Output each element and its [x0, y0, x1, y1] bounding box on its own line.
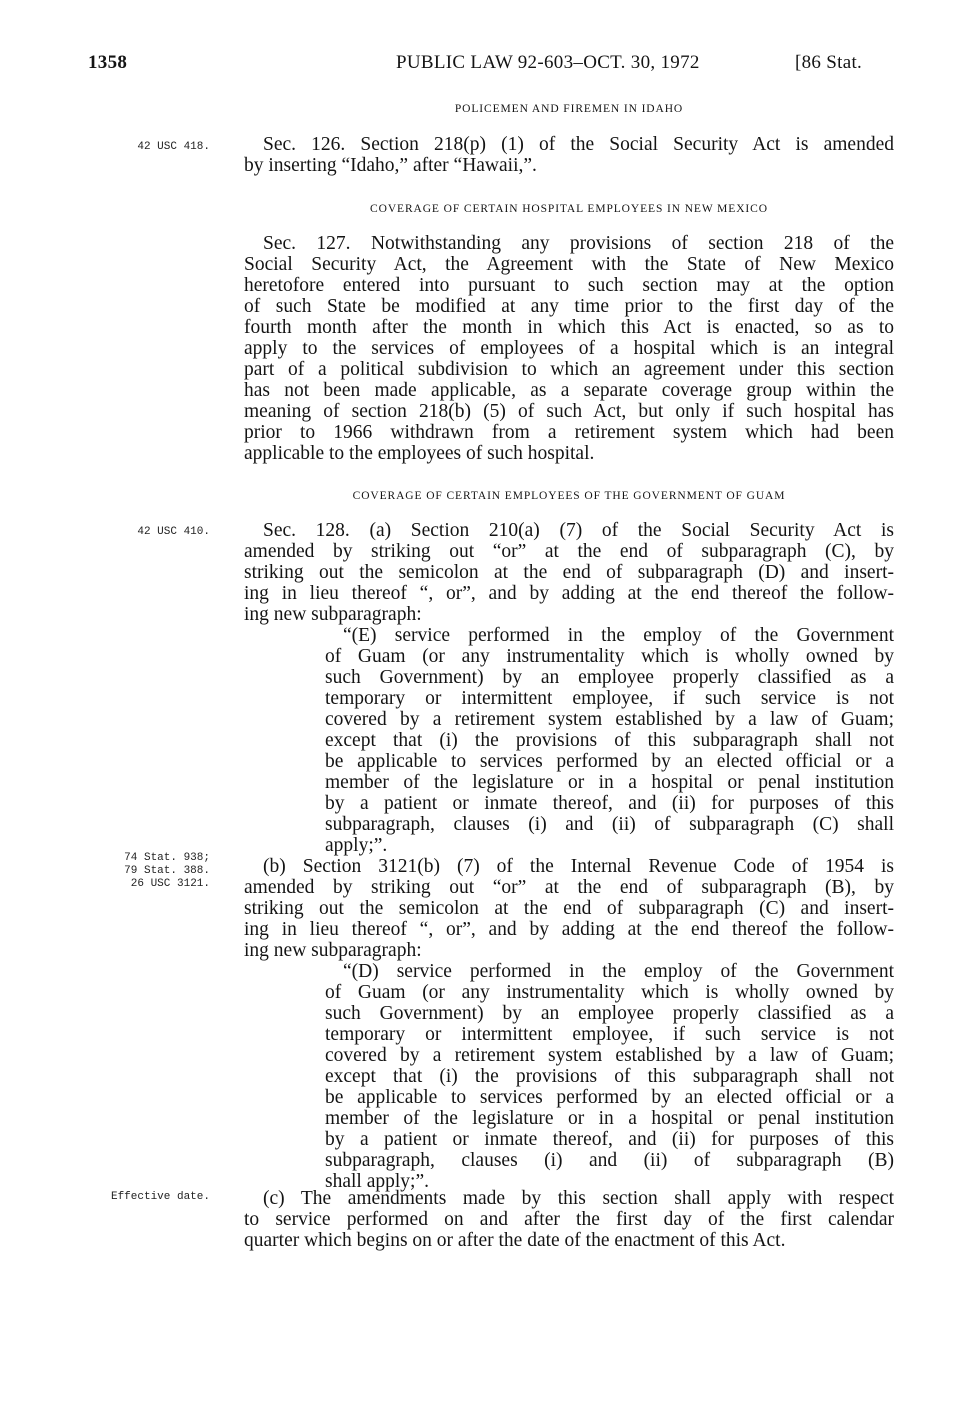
quoted-line: “(E) service performed in the employ of the Government [343, 625, 894, 646]
text-line: amended by striking out “or” at the end of subparagraph (B), by [244, 877, 894, 898]
text-line: Sec. 127. Notwithstanding any provisions of section 218 of the [263, 233, 894, 254]
text-line: heretofore entered into pursuant to such section may at the option [244, 275, 894, 296]
quoted-line: temporary or intermittent employee, if such service is not [325, 688, 894, 709]
quoted-line: covered by a retirement system established by a law of Guam; [325, 1045, 894, 1066]
text-line: striking out the semicolon at the end of subparagraph (D) and insert- [244, 562, 894, 583]
text-line: of such State be modified at any time prior to the first day of the [244, 296, 894, 317]
text-line: Social Security Act, the Agreement with the State of New Mexico [244, 254, 894, 275]
quoted-line: by a patient or inmate thereof, and (ii) for purposes of this [325, 793, 894, 814]
text-line: amended by striking out “or” at the end of subparagraph (C), by [244, 541, 894, 562]
section-heading-126: POLICEMEN AND FIREMEN IN IDAHO [454, 103, 684, 115]
quoted-line: such Government) by an employee properly classified as a [325, 667, 894, 688]
text-line: ing in lieu thereof “, or”, and by adding at the end thereof the follow- [244, 919, 894, 940]
quoted-line: member of the legislature or in a hospital or penal institution [325, 1108, 894, 1129]
text-line: ing new subparagraph: [244, 940, 422, 961]
text-line: to service performed on and after the first day of the first calendar [244, 1209, 894, 1230]
text-line: fourth month after the month in which this Act is enacted, so as to [244, 317, 894, 338]
running-title: PUBLIC LAW 92-603–OCT. 30, 1972 [396, 52, 700, 73]
text-line: has not been made applicable, as a separate coverage group within the [244, 380, 894, 401]
text-line: (b) Section 3121(b) (7) of the Internal Revenue Code of 1954 is [263, 856, 894, 877]
quoted-line: apply;”. [325, 835, 388, 856]
quoted-line: subparagraph, clauses (i) and (ii) of subparagraph (C) shall [325, 814, 894, 835]
quoted-line: of Guam (or any instrumentality which is wholly owned by [325, 646, 894, 667]
text-line: ing in lieu thereof “, or”, and by adding at the end thereof the follow- [244, 583, 894, 604]
quoted-line: such Government) by an employee properly classified as a [325, 1003, 894, 1024]
margin-note: 74 Stat. 938; [124, 852, 210, 864]
text-line: meaning of section 218(b) (5) of such Act, but only if such hospital has [244, 401, 894, 422]
quoted-line: shall apply;”. [325, 1171, 429, 1192]
quoted-line: “(D) service performed in the employ of the Government [343, 961, 894, 982]
quoted-line: by a patient or inmate thereof, and (ii) for purposes of this [325, 1129, 894, 1150]
text-line: quarter which begins on or after the date of the enactment of this Act. [244, 1230, 786, 1251]
quoted-line: covered by a retirement system established by a law of Guam; [325, 709, 894, 730]
quoted-line: be applicable to services performed by an elected official or a [325, 751, 894, 772]
quoted-line: member of the legislature or in a hospital or penal institution [325, 772, 894, 793]
text-line: prior to 1966 withdrawn from a retirement system which had been [244, 422, 894, 443]
margin-note: Effective date. [110, 1191, 210, 1203]
text-line: applicable to the employees of such hospital. [244, 443, 595, 464]
section-heading-127: COVERAGE OF CERTAIN HOSPITAL EMPLOYEES IN NEW MEXICO [370, 203, 768, 215]
quoted-line: temporary or intermittent employee, if such service is not [325, 1024, 894, 1045]
quoted-line: subparagraph, clauses (i) and (ii) of subparagraph (B) [325, 1150, 894, 1171]
margin-note: 42 USC 410. [137, 526, 210, 538]
text-line: (c) The amendments made by this section shall apply with respect [263, 1188, 894, 1209]
text-line: part of a political subdivision to which an agreement under this section [244, 359, 894, 380]
text-line: apply to the services of employees of a hospital which is an integral [244, 338, 894, 359]
quoted-line: except that (i) the provisions of this subparagraph shall not [325, 730, 894, 751]
quoted-line: be applicable to services performed by an elected official or a [325, 1087, 894, 1108]
statute-reference: [86 Stat. [795, 52, 863, 73]
text-line: ing new subparagraph: [244, 604, 422, 625]
margin-note: 79 Stat. 388. [124, 865, 210, 877]
section-heading-128: COVERAGE OF CERTAIN EMPLOYEES OF THE GOVERNMENT OF GUAM [352, 490, 786, 502]
margin-note: 42 USC 418. [137, 141, 210, 153]
page-number: 1358 [88, 52, 128, 73]
text-line: Sec. 128. (a) Section 210(a) (7) of the Social Security Act is [263, 520, 894, 541]
margin-note: 26 USC 3121. [130, 878, 210, 890]
quoted-line: of Guam (or any instrumentality which is wholly owned by [325, 982, 894, 1003]
quoted-line: except that (i) the provisions of this subparagraph shall not [325, 1066, 894, 1087]
text-line: Sec. 126. Section 218(p) (1) of the Social Security Act is amended [263, 134, 894, 155]
text-line: by inserting “Idaho,” after “Hawaii,”. [244, 155, 537, 176]
text-line: striking out the semicolon at the end of subparagraph (C) and insert- [244, 898, 894, 919]
